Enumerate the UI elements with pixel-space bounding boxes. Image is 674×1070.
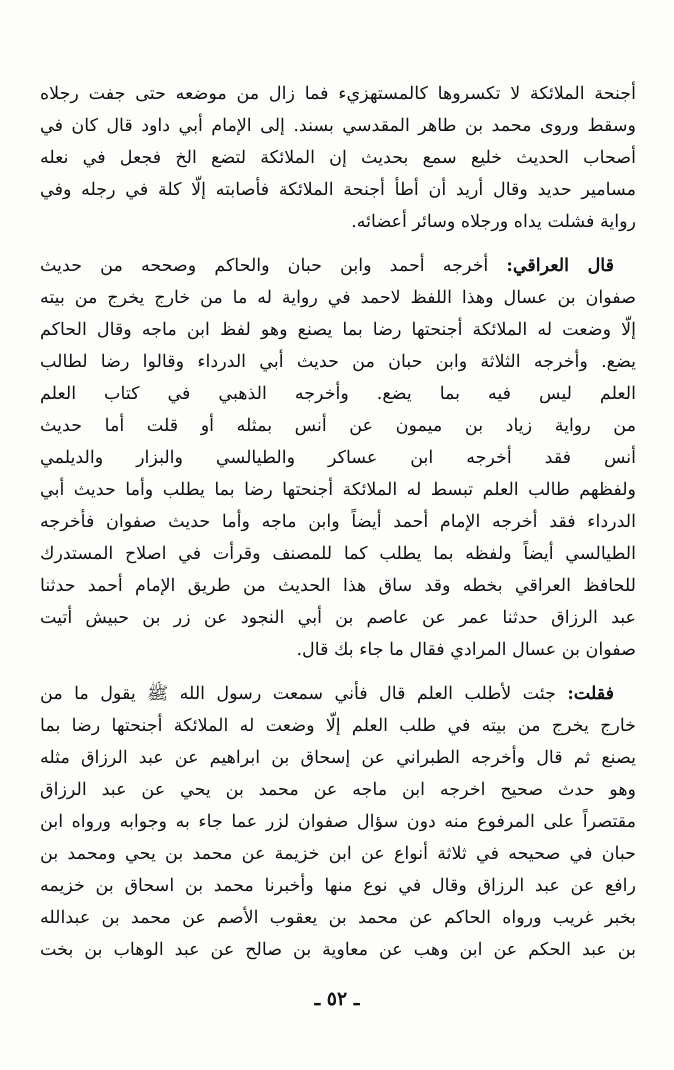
text-line: وسقط وروى محمد بن طاهر المقدسي بسند. إلى الإمام أبي داود قال كان في [40,116,636,136]
text-line: إلّا وضعت له الملائكة أجنحتها رضا بما يصنع وهو لفظ ابن ماجه وقال الحاكم [40,320,636,340]
text-line: فقلت: جئت لأطلب العلم قال فأني سمعت رسول الله ﷺ يقول ما من [40,684,614,704]
text-line: حبان في صحيحه في ثلاثة أنواع عن ابن خزيمة عن محمد بن يحي ومحمد بن [40,844,636,864]
text-line: الدرداء فقد أخرجه الإمام أحمد أيضاً وابن ماجه وأما حديث صفوان فأخرجه [40,512,636,532]
page-number: ـ ٥٢ ـ [314,988,360,1010]
text-line: صفوان بن عسال وهذا اللفظ لاحمد في رواية له ما من خارج يخرج من بيته [40,288,636,308]
text-line: بن عبد الحكم عن ابن وهب عن معاوية بن صالح عن عبد الوهاب بن بخت [40,940,636,960]
text-line: رافع عن عبد الرزاق وقال في نوع منها وأخبرنا محمد بن اسحاق بن خزيمه [40,876,636,896]
text-line: عبد الرزاق حدثنا عمر عن عاصم بن أبي النجود عن زر بن حبيش أتيت [40,608,636,628]
text-line: ولفظهم طالب العلم تبسط له الملائكة أجنحتها رضا بما يطلب وأما حديث أبي [40,480,636,500]
text-line: قال العراقي: أخرجه أحمد وابن حبان والحاكم وصححه من حديث [40,256,614,276]
text-line: أنس فقد أخرجه ابن عساكر والطيالسي والبزار والديلمي [40,448,636,468]
text-line: يضع. وأخرجه الثلاثة وابن حبان من حديث أبي الدرداء وقالوا رضا لطالب [40,352,636,372]
text-line: أجنحة الملائكة لا تكسروها كالمستهزيء فما زال من موضعه حتى جفت رجلاه [40,84,636,104]
text-line: بخبر غريب ورواه الحاكم عن محمد بن يعقوب الأصم عن محمد بن عبدالله [40,908,636,928]
text-line: رواية فشلت يداه ورجلاه وسائر أعضائه. [351,212,636,232]
text-line: مقتصراً على المرفوع منه دون سؤال صفوان لزر عما جاء به وجوابه ورواه ابن [40,812,636,832]
text-line: مسامير حديد وقال أريد أن أطأ أجنحة الملائكة فأصابته إلّا كلة في رجله وفي [40,180,636,200]
paragraph-3 [40,678,636,966]
text-line: خارج يخرج من بيته في طلب العلم إلّا وضعت له الملائكة أجنحتها رضا بما [40,716,636,736]
text-line: الطيالسي أيضاً ولفظه بما يطلب كما للمصنف وقرأت في اصلاح المستدرك [40,544,636,564]
text-line: وهو حدث صحيح اخرجه ابن ماجه عن محمد بن يحي عن عبد الرزاق [40,780,636,800]
text-line: من رواية زياد بن ميمون عن أنس بمثله أو قلت أما حديث [40,416,636,436]
paragraph-2 [40,250,636,666]
paragraph-lead: فقلت: [567,684,614,704]
text-line: أصحاب الحديث خليع سمع بحديث إن الملائكة لتضع الخ فجعل في نعله [40,148,636,168]
text-line: العلم ليس فيه بما يضع. وأخرجه الذهبي في كتاب العلم [40,384,636,404]
page-body [40,78,636,966]
text-line: صفوان بن عسال المرادي فقال ما جاء بك قال. [296,640,636,660]
text-line: للحافظ العراقي بخطه وقد ساق هذا الحديث من طريق الإمام أحمد حدثنا [40,576,636,596]
text-line: يصنع ثم قال وأخرجه الطبراني عن إسحاق بن ابراهيم عن عبد الرزاق مثله [40,748,636,768]
paragraph-lead: قال العراقي: [506,256,614,276]
paragraph-1 [40,78,636,238]
